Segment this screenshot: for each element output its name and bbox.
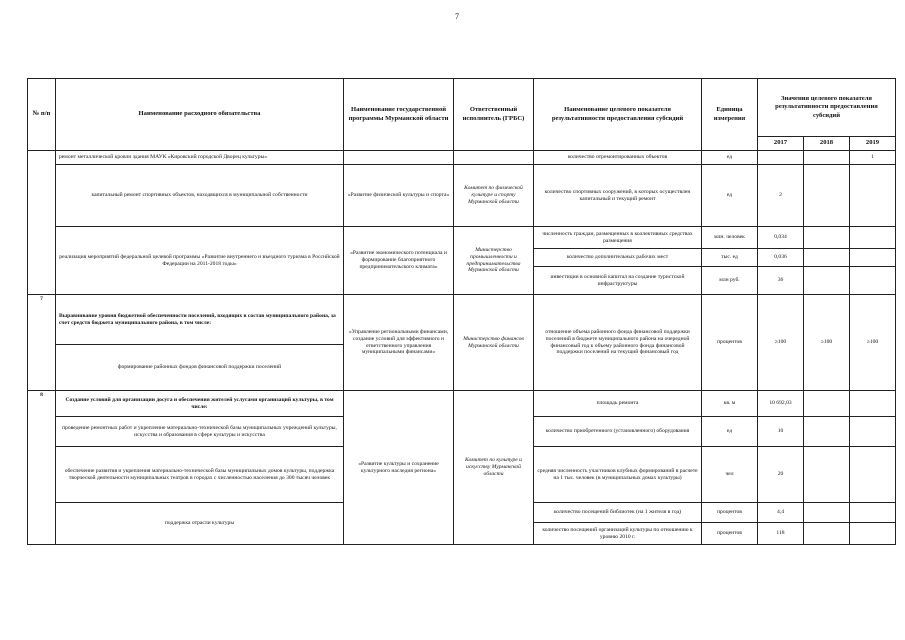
- indicator-cell: инвестиции в основной капитал на создание туристской инфраструктуры: [534, 267, 702, 295]
- indicator-cell: отношение объема районного фонда финансовой поддержки поселений в бюджете муниципального района на очередной финансовый год к объему районного фонда финансовой поддержки поселений на текущий финансовый год: [534, 295, 702, 391]
- row-number: 7: [28, 295, 56, 391]
- obligation-cell: Выравнивание уровня бюджетной обеспеченности поселений, входящих в состав муниципального района, за счет средств бюджета муниципального района, в том числе:: [56, 295, 344, 345]
- value-2018-cell: ≥100: [804, 295, 850, 391]
- value-2017-cell: 4,4: [758, 503, 804, 523]
- row-num-cell: [28, 151, 56, 295]
- unit-cell: ед: [702, 417, 758, 447]
- obligation-cell: Создание условий для организации досуга и обеспечения жителей услугами организаций культуры, в том числе:: [56, 391, 344, 417]
- value-2017-cell: 0,036: [758, 249, 804, 267]
- value-2018-cell: [804, 391, 850, 417]
- table-row: [28, 165, 896, 227]
- value-2019-cell: [850, 417, 896, 447]
- table-row: [28, 391, 896, 417]
- indicator-cell: количество спортивных сооружений, в которых осуществлен капитальный и текущий ремонт: [534, 165, 702, 227]
- value-2017-cell: 118: [758, 523, 804, 545]
- table-row: [28, 151, 896, 165]
- unit-cell: тыс. ед: [702, 249, 758, 267]
- value-2019-cell: [850, 165, 896, 227]
- value-2017-cell: 20: [758, 447, 804, 503]
- executor-cell: Министерство промышленности и предпринимательства Мурманской области: [454, 227, 534, 295]
- header-obligation: Наименование расходного обязательства: [56, 79, 344, 151]
- header-year-2017: 2017: [758, 137, 804, 151]
- value-2018-cell: [804, 151, 850, 165]
- obligation-cell: капитальный ремонт спортивных объектов, находящихся в муниципальной собственности: [56, 165, 344, 227]
- program-cell: «Развитие культуры и сохранение культурного наследия региона»: [344, 391, 454, 545]
- header-indicator: Наименование целевого показателя результативности предоставления субсидий: [534, 79, 702, 151]
- value-2018-cell: [804, 165, 850, 227]
- value-2019-cell: [850, 249, 896, 267]
- header-unit: Единица измерения: [702, 79, 758, 151]
- value-2018-cell: [804, 267, 850, 295]
- program-cell: [344, 151, 454, 165]
- executor-cell: Комитет по культуре и искусству Мурманской области: [454, 391, 534, 545]
- unit-cell: процентов: [702, 523, 758, 545]
- header-year-2018: 2018: [804, 137, 850, 151]
- value-2019-cell: ≥100: [850, 295, 896, 391]
- value-2017-cell: 10 692,03: [758, 391, 804, 417]
- subsidy-indicators-table: [27, 78, 896, 545]
- unit-cell: чел: [702, 447, 758, 503]
- value-2018-cell: [804, 417, 850, 447]
- unit-cell: процентов: [702, 295, 758, 391]
- value-2019-cell: [850, 267, 896, 295]
- value-2017-cell: 0,034: [758, 227, 804, 249]
- value-2019-cell: [850, 391, 896, 417]
- value-2018-cell: [804, 249, 850, 267]
- header-program: Наименование государственной программы Мурманской области: [344, 79, 454, 151]
- program-cell: «Управление региональными финансами, создание условий для эффективного и ответственного управления муниципальными финансами»: [344, 295, 454, 391]
- value-2018-cell: [804, 523, 850, 545]
- value-2019-cell: 1: [850, 151, 896, 165]
- value-2017-cell: 36: [758, 267, 804, 295]
- unit-cell: ед: [702, 165, 758, 227]
- value-2017-cell: ≥100: [758, 295, 804, 391]
- indicator-cell: количество отремонтированных объектов: [534, 151, 702, 165]
- header-executor: Ответственный исполнитель (ГРБС): [454, 79, 534, 151]
- value-2019-cell: [850, 447, 896, 503]
- header-row: [28, 79, 896, 137]
- value-2018-cell: [804, 227, 850, 249]
- header-num: № п/п: [28, 79, 56, 151]
- obligation-cell: реализация мероприятий федеральной целевой программы «Развитие внутреннего и въездного туризма в Российской Федерации на 2011-2018 годы»: [56, 227, 344, 295]
- value-2019-cell: [850, 503, 896, 523]
- header-values: Значения целевого показателя результативности предоставления субсидий: [758, 79, 896, 137]
- unit-cell: кв. м: [702, 391, 758, 417]
- value-2019-cell: [850, 523, 896, 545]
- obligation-cell: проведение ремонтных работ и укрепление материально-технической базы муниципальных учреждений культуры, искусства и образования в сфере культуры и искусства: [56, 417, 344, 447]
- indicator-cell: количество дополнительных рабочих мест: [534, 249, 702, 267]
- obligation-cell: формирование районных фондов финансовой поддержки поселений: [56, 345, 344, 391]
- table-row: [28, 227, 896, 249]
- indicator-cell: количество посещений библиотек (на 1 жителя в год): [534, 503, 702, 523]
- unit-cell: ед: [702, 151, 758, 165]
- indicator-cell: количество посещений организаций культуры по отношению к уровню 2010 г.: [534, 523, 702, 545]
- unit-cell: млн руб.: [702, 267, 758, 295]
- page-number: 7: [455, 12, 459, 21]
- value-2019-cell: [850, 227, 896, 249]
- unit-cell: процентов: [702, 503, 758, 523]
- obligation-cell: поддержка отрасли культуры: [56, 503, 344, 545]
- unit-cell: млн. человек: [702, 227, 758, 249]
- value-2017-cell: 10: [758, 417, 804, 447]
- executor-cell: [454, 151, 534, 165]
- row-number: 8: [28, 391, 56, 545]
- value-2017-cell: [758, 151, 804, 165]
- indicator-cell: средняя численность участников клубных формирований в расчете на 1 тыс. человек (в муниципальных домах культуры): [534, 447, 702, 503]
- value-2018-cell: [804, 503, 850, 523]
- obligation-cell: ремонт металлической кровли здания МАУК «Кировский городской Дворец культуры»: [56, 151, 344, 165]
- indicator-cell: количество приобретенного (установленного) оборудования: [534, 417, 702, 447]
- obligation-cell: обеспечение развития и укрепления материально-технической базы муниципальных домов культуры, поддержка творческой деятельности муниципальных театров в городах с численностью населения до 300 тысяч человек: [56, 447, 344, 503]
- program-cell: «Развитие экономического потенциала и формирование благоприятного предпринимательского климата»: [344, 227, 454, 295]
- executor-cell: Министерство финансов Мурманской области: [454, 295, 534, 391]
- indicator-cell: площадь ремонта: [534, 391, 702, 417]
- program-cell: «Развитие физической культуры и спорта»: [344, 165, 454, 227]
- executor-cell: Комитет по физической культуре и спорту Мурманской области: [454, 165, 534, 227]
- value-2018-cell: [804, 447, 850, 503]
- value-2017-cell: 2: [758, 165, 804, 227]
- header-year-2019: 2019: [850, 137, 896, 151]
- table-row: [28, 295, 896, 345]
- indicator-cell: численность граждан, размещенных в коллективных средствах размещения: [534, 227, 702, 249]
